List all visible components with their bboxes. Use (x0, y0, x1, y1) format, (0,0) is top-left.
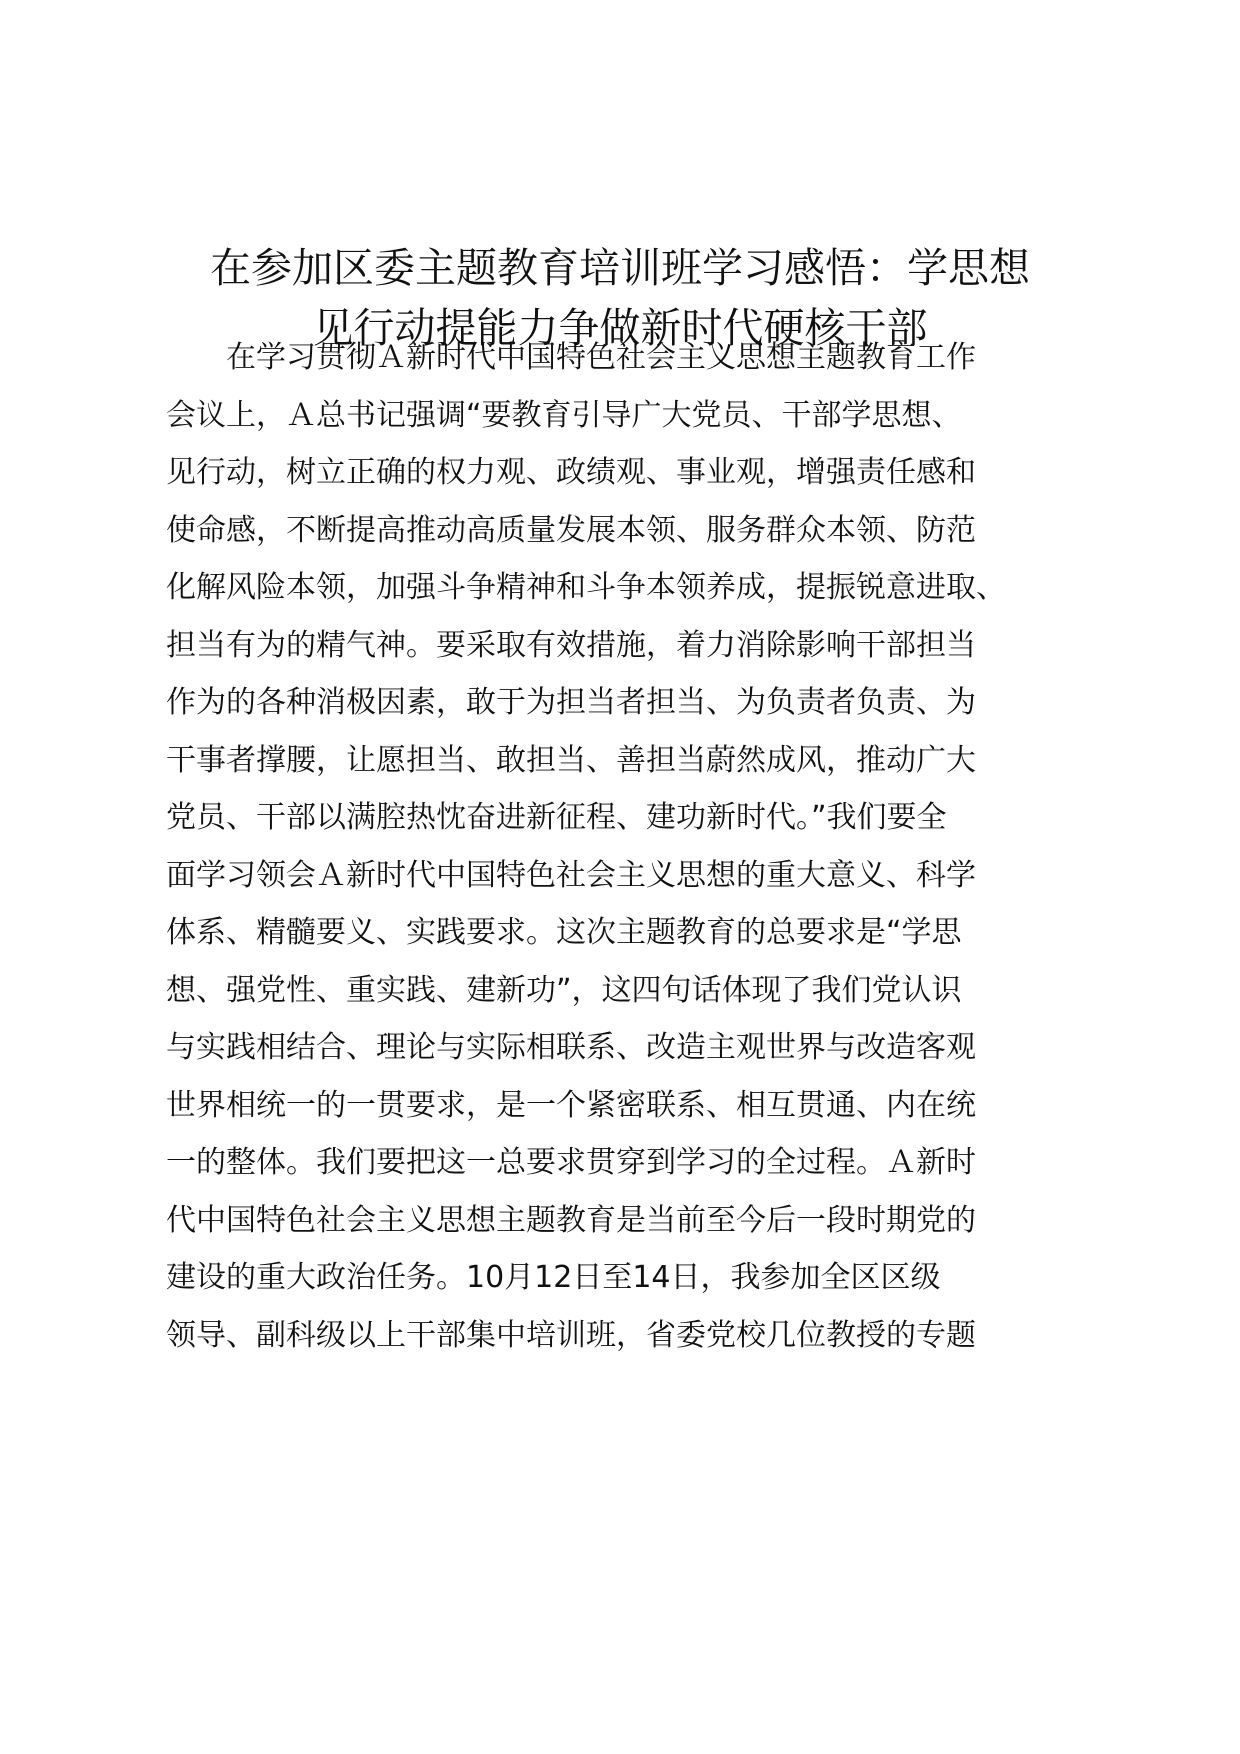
body-line: 与实践相结合、理论与实际相联系、改造主观世界与改造客观 (166, 1030, 976, 1065)
body-line: 干事者撑腰，让愿担当、敢担当、善担当蔚然成风，推动广大 (166, 743, 976, 778)
body-line: 想、强党性、重实践、建新功”，这四句话体现了我们党认识 (166, 973, 962, 1008)
body-line: 作为的各种消极因素，敢于为担当者担当、为负责者负责、为 (166, 685, 976, 720)
body-line: 见行动，树立正确的权力观、政绩观、事业观，增强责任感和 (166, 455, 976, 490)
body-line: 世界相统一的一贯要求，是一个紧密联系、相互贯通、内在统 (166, 1088, 976, 1123)
body-line: 代中国特色社会主义思想主题教育是当前至今后一段时期党的 (166, 1203, 976, 1238)
body-line: 化解风险本领，加强斗争精神和斗争本领养成，提振锐意进取、 (166, 570, 1006, 605)
body-line: 建设的重大政治任务。10月12日至14日，我参加全区区级 (166, 1260, 941, 1295)
body-line: 党员、干部以满腔热忱奋进新征程、建功新时代。”我们要全 (166, 800, 947, 835)
body-line: 领导、副科级以上干部集中培训班，省委党校几位教授的专题 (166, 1318, 976, 1353)
body-line: 面学习领会Ａ新时代中国特色社会主义思想的重大意义、科学 (166, 858, 976, 893)
body-line: 会议上，Ａ总书记强调“要教育引导广大党员、干部学思想、 (166, 398, 962, 433)
body-line: 一的整体。我们要把这一总要求贯穿到学习的全过程。Ａ新时 (166, 1145, 976, 1180)
body-line: 体系、精髓要义、实践要求。这次主题教育的总要求是“学思 (166, 915, 962, 950)
body-line: 在学习贯彻Ａ新时代中国特色社会主义思想主题教育工作 (166, 340, 976, 375)
document-title-line-1: 在参加区委主题教育培训班学习感悟：学思想 (210, 244, 1030, 292)
body-line: 担当有为的精气神。要采取有效措施，着力消除影响干部担当 (166, 628, 976, 663)
body-line: 使命感，不断提高推动高质量发展本领、服务群众本领、防范 (166, 513, 976, 548)
document-title-line-2: 见行动提能力争做新时代硬核干部 (312, 304, 928, 352)
